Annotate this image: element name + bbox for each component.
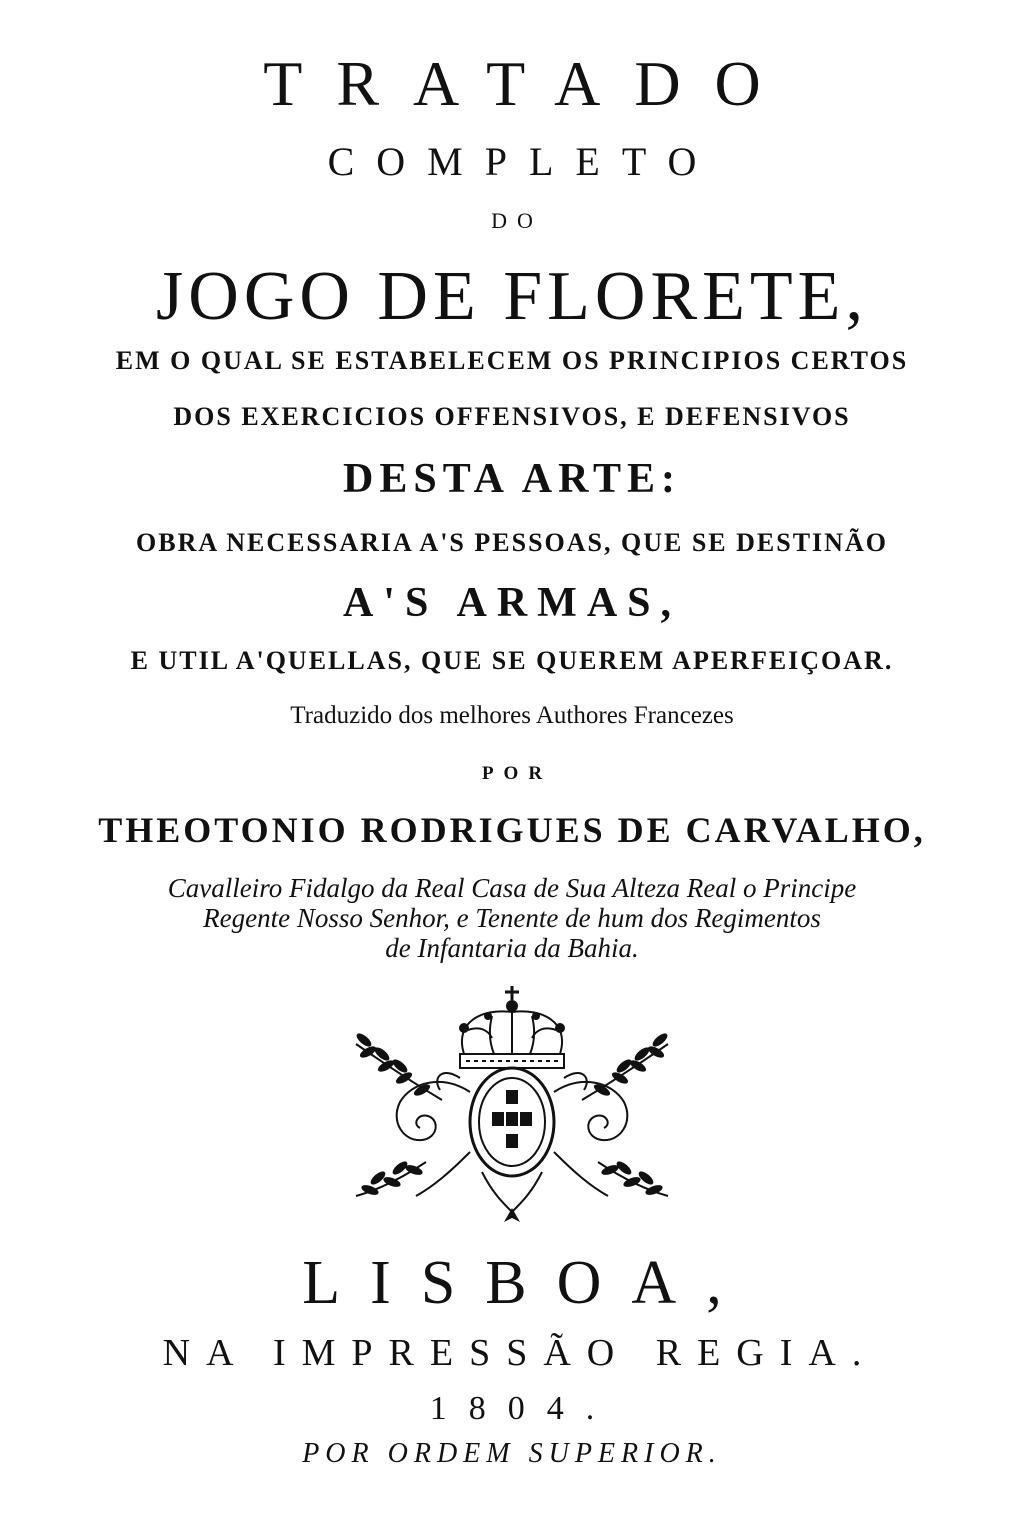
author-title-line-1: Cavalleiro Fidalgo da Real Casa de Sua Alteza Real o Principe <box>167 873 857 903</box>
author-name: THEOTONIO RODRIGUES DE CARVALHO, <box>98 810 926 850</box>
connector: DO <box>491 208 543 233</box>
description-line-2: DOS EXERCICIOS OFFENSIVOS, E DEFENSIVOS <box>173 402 851 431</box>
subtitle: COMPLETO <box>327 139 719 184</box>
author-title-line-2: Regente Nosso Senhor, e Tenente de hum dos Regimentos <box>203 903 821 933</box>
by-line: POR <box>481 763 553 784</box>
year: 1804. <box>429 1390 617 1427</box>
order-note: POR ORDEM SUPERIOR. <box>302 1438 722 1469</box>
description-line-1: EM O QUAL SE ESTABELECEM OS PRINCIPIOS CERTOS <box>115 346 909 375</box>
purpose-line-3: E UTIL A'QUELLAS, QUE SE QUEREM APERFEIÇOAR. <box>130 646 894 675</box>
description-line-3: DESTA ARTE: <box>343 456 681 502</box>
author-title-line-3: de Infantaria da Bahia. <box>385 933 639 963</box>
city: LISBOA, <box>302 1249 752 1317</box>
royal-coat-of-arms-icon <box>342 982 682 1228</box>
purpose-line-2: A'S ARMAS, <box>342 580 682 626</box>
title: TRATADO <box>263 48 795 119</box>
printer: NA IMPRESSÃO REGIA. <box>162 1332 878 1374</box>
translation-note: Traduzido dos melhores Authores Francezes <box>290 702 734 729</box>
main-title: JOGO DE FLORETE, <box>156 258 868 335</box>
purpose-line-1: OBRA NECESSARIA A'S PESSOAS, QUE SE DESTINÃO <box>136 528 888 557</box>
